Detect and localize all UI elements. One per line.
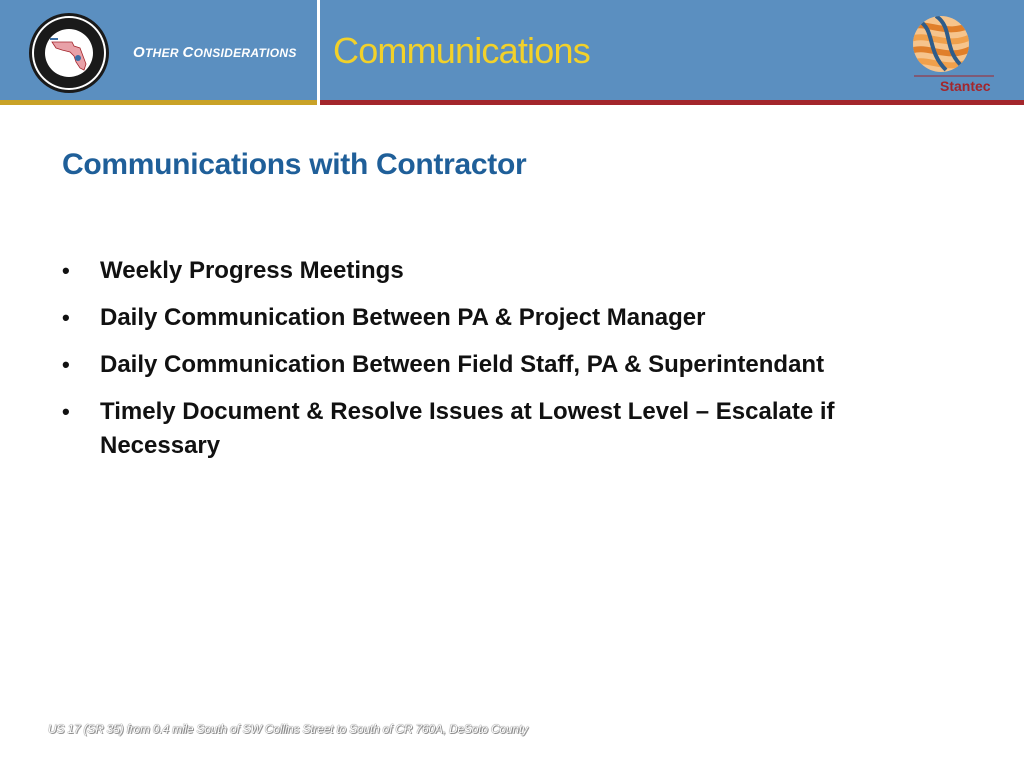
section-label: OTHER CONSIDERATIONS — [133, 44, 297, 61]
bullet-icon: • — [62, 352, 70, 377]
bullet-icon: • — [62, 258, 70, 283]
bullet-icon: • — [62, 399, 70, 424]
footer-project-text: US 17 (SR 35) from 0.4 mile South of SW Collins Street to South of CR 760A, DeSoto County — [48, 722, 528, 736]
content-subheading: Communications with Contractor — [62, 148, 527, 181]
stantec-wordmark: Stantec — [940, 78, 991, 94]
bullet-list — [62, 254, 862, 476]
bullet-item — [62, 348, 862, 382]
bullet-icon: • — [62, 305, 70, 330]
bullet-text: Daily Communication Between Field Staff, PA & Superintendant — [100, 351, 825, 378]
fdot-seal-icon — [28, 12, 110, 94]
red-rule — [320, 100, 1024, 105]
header-divider — [317, 0, 320, 108]
bullet-item — [62, 301, 862, 335]
bullet-item — [62, 254, 862, 288]
bullet-text: Timely Document & Resolve Issues at Lowest Level – Escalate if Necessary — [100, 398, 835, 459]
bullet-text: Daily Communication Between PA & Project Manager — [100, 304, 706, 331]
bullet-item — [62, 395, 862, 463]
slide-title: Communications — [333, 30, 590, 71]
gold-rule — [0, 100, 317, 105]
bullet-text: Weekly Progress Meetings — [100, 257, 404, 284]
